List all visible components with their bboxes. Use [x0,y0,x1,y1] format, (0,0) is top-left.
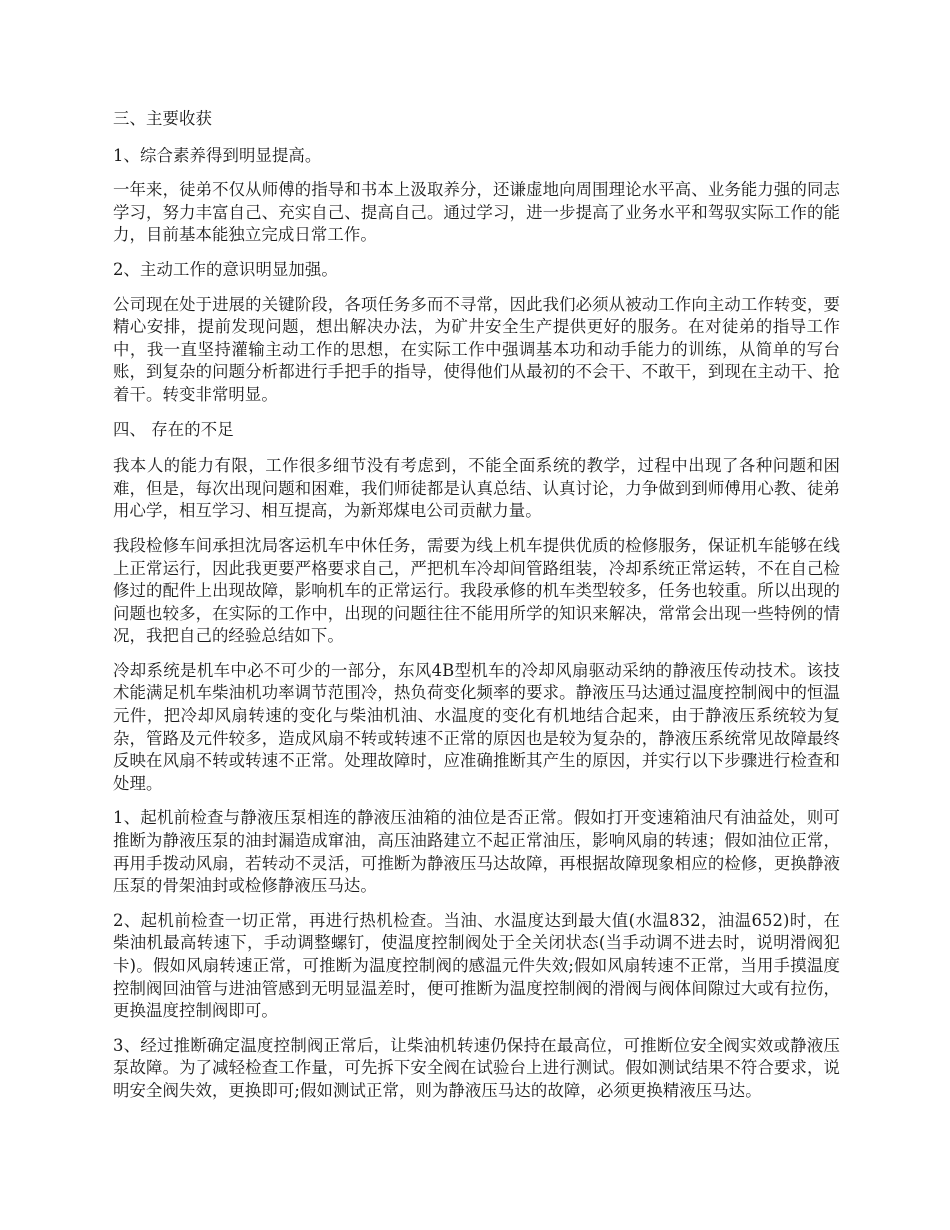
paragraph-workshop-tasks: 我段检修车间承担沈局客运机车中休任务，需要为线上机车提供优质的检修服务，保证机车能够在线上正常运行，因此我更要严格要求自己，严把机车冷却间管路组装，冷却系统正常运转，不在自己检修过的配件上出现故障，影响机车的正常运行。我段承修的机车类型较多，任务也较重。所以出现的问题也较多，在实际的工作中，出现的问题往往不能用所学的知识来解决，常常会出现一些特例的情况，我把自己的经验总结如下。 [113,535,840,646]
paragraph-step-3: 3、经过推断确定温度控制阀正常后，让柴油机转速仍保持在最高位，可推断位安全阀实效或静液压泵故障。为了减轻检查工作量，可先拆下安全阀在试验台上进行测试。假如测试结果不符合要求，说明安全阀失效，更换即可;假如测试正常，则为静液压马达的故障，必须更换精液压马达。 [113,1035,840,1100]
section-heading-shortcomings: 四、 存在的不足 [113,419,234,439]
section-heading-main-gains: 三、主要收获 [113,109,212,128]
paragraph-step-1: 1、起机前检查与静液压泵相连的静液压油箱的油位是否正常。假如打开变速箱油尺有油益处，则可推断为静液压泵的油封漏造成窜油，高压油路建立不起正常油压，影响风扇的转速；假如油位正常，再用手拨动风扇，若转动不灵活，可推断为静液压马达故障，再根据故障现象相应的检修，更换静液压泵的骨架油封或检修静液压马达。 [113,808,840,896]
item-title-initiative-strengthened: 2、主动工作的意识明显加强。 [113,259,338,279]
paragraph-cooling-system: 冷却系统是机车中必不可少的一部分，东风4B型机车的冷却风扇驱动采纳的静液压传动技术。该技术能满足机车柴油机功率调节范围冷，热负荷变化频率的要求。静液压马达通过温度控制阀中的恒温元件，把冷却风扇转速的变化与柴油机油、水温度的变化有机地结合起来，由于静液压系统较为复杂，管路及元件较多，造成风扇不转或转速不正常的原因也是较为复杂的，静液压系统常见故障最终反映在风扇不转或转速不正常。处理故障时，应准确推断其产生的原因，并实行以下步骤进行检查和处理。 [113,660,840,793]
document-page [113,108,840,1115]
item-text-quality-improved: 一年来，徒弟不仅从师傅的指导和书本上汲取养分，还谦虚地向周围理论水平高、业务能力强的同志学习，努力丰富自己、充实自己、提高自己。通过学习，进一步提高了业务水平和驾驭实际工作的能力，目前基本能独立完成日常工作。 [113,180,840,245]
item-text-initiative-strengthened: 公司现在处于进展的关键阶段，各项任务多而不寻常，因此我们必须从被动工作向主动工作转变，要精心安排，提前发现问题，想出解决办法，为矿井安全生产提供更好的服务。在对徒弟的指导工作中，我一直坚持灌输主动工作的思想，在实际工作中强调基本功和动手能力的训练，从简单的写台账，到复杂的问题分析都进行手把手的指导，使得他们从最初的不会干、不敢干，到现在主动干、抢着干。转变非常明显。 [113,294,840,404]
paragraph-limited-ability: 我本人的能力有限，工作很多细节没有考虑到，不能全面系统的教学，过程中出现了各种问题和困难，但是，每次出现问题和困难，我们师徒都是认真总结、认真讨论，力争做到到师傅用心教、徒弟用心学，相互学习、相互提高，为新郑煤电公司贡献力量。 [113,456,840,521]
paragraph-step-2: 2、起机前检查一切正常，再进行热机检查。当油、水温度达到最大值(水温832，油温652)时，在柴油机最高转速下，手动调整螺钉，使温度控制阀处于全关闭状态(当手动调不进去时，说明滑阀犯卡)。假如风扇转速正常，可推断为温度控制阀的感温元件失效;假如风扇转速不正常，当用手摸温度控制阀回油管与进油管感到无明显温差时，便可推断为温度控制阀的滑阀与阀体间隙过大或有拉伤，更换温度控制阀即可。 [113,910,840,1021]
item-title-quality-improved: 1、综合素养得到明显提高。 [113,145,322,165]
